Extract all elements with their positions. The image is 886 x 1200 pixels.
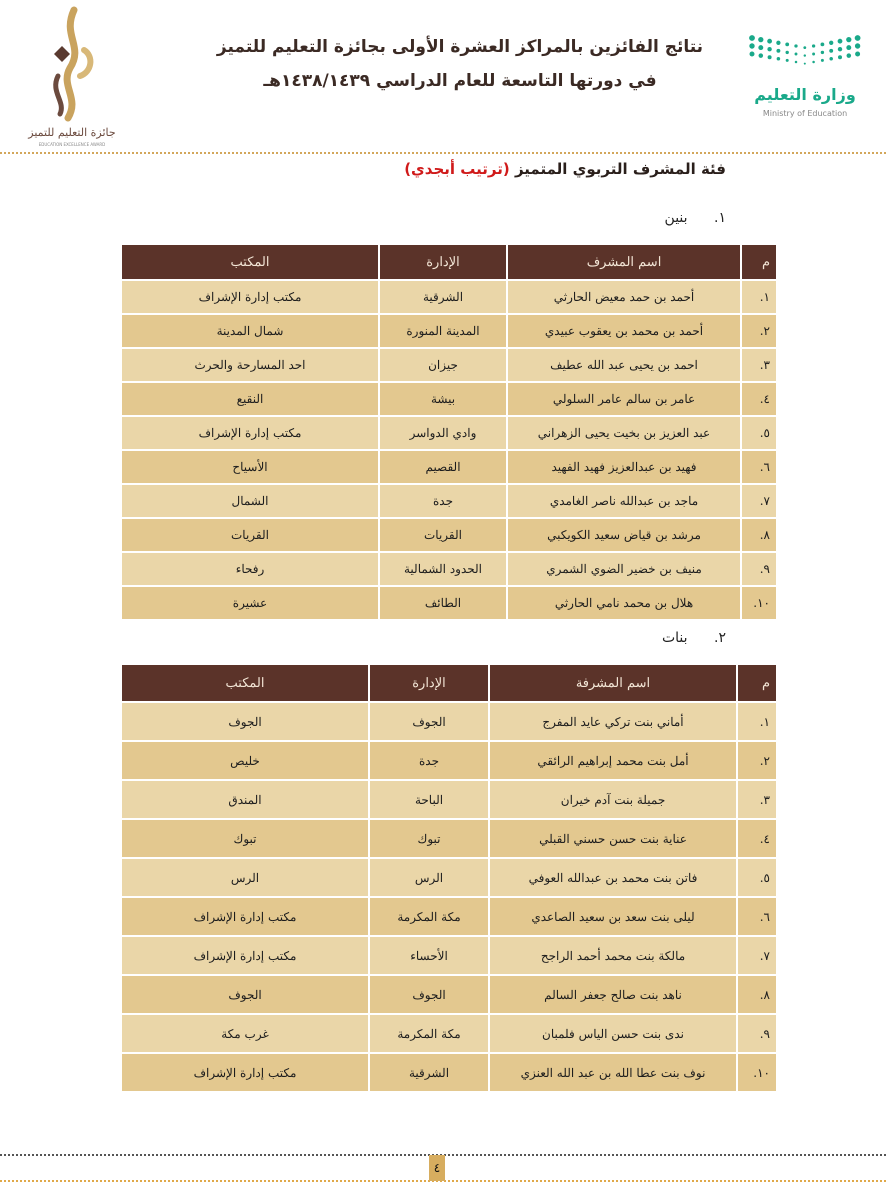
logo-dot — [767, 39, 772, 44]
logo-dot — [795, 61, 798, 64]
row-administration: الشرقية — [369, 1053, 489, 1092]
row-index: ٥. — [741, 416, 777, 450]
row-index: ١٠. — [737, 1053, 777, 1092]
logo-dot — [758, 37, 763, 42]
column-header-name: اسم المشرفة — [489, 664, 737, 702]
logo-dot — [829, 49, 833, 53]
table-row — [121, 382, 777, 416]
ministry-arabic-name: وزارة التعليم — [754, 85, 856, 104]
table-row — [121, 936, 777, 975]
row-name: أحمد بن محمد بن يعقوب عبيدي — [507, 314, 741, 348]
table-row — [121, 780, 777, 819]
logo-dot — [812, 61, 815, 64]
logo-dot — [838, 55, 842, 59]
row-administration: الأحساء — [369, 936, 489, 975]
row-name: ماجد بن عبدالله ناصر الغامدي — [507, 484, 741, 518]
row-office: الشمال — [121, 484, 379, 518]
row-office: شمال المدينة — [121, 314, 379, 348]
logo-dot — [767, 47, 771, 51]
row-office: النقيع — [121, 382, 379, 416]
logo-dot — [812, 53, 815, 56]
logo-dot — [804, 54, 806, 56]
row-office: الجوف — [121, 975, 369, 1014]
title-block — [200, 30, 720, 98]
row-administration: جدة — [379, 484, 507, 518]
logo-dot — [768, 55, 772, 59]
row-index: ٣. — [741, 348, 777, 382]
row-index: ٢. — [737, 741, 777, 780]
logo-dot — [785, 43, 789, 47]
logo-dot — [846, 45, 851, 50]
logo-dot — [795, 53, 798, 56]
logo-dot — [750, 52, 755, 57]
row-index: ٢. — [741, 314, 777, 348]
row-name: مرشد بن قياض سعيد الكويكبي — [507, 518, 741, 552]
row-name: عامر بن سالم عامر السلولي — [507, 382, 741, 416]
row-administration: وادي الدواسر — [379, 416, 507, 450]
row-administration: الطائف — [379, 586, 507, 620]
row-name: ليلى بنت سعد بن سعيد الصاعدي — [489, 897, 737, 936]
subsection-number: ١. — [714, 210, 726, 226]
table-row — [121, 741, 777, 780]
section-title-text: فئة المشرف التربوي المتميز — [514, 160, 726, 178]
row-name: مالكة بنت محمد أحمد الراجح — [489, 936, 737, 975]
row-office: المندق — [121, 780, 369, 819]
row-index: ٨. — [737, 975, 777, 1014]
logo-dot — [846, 37, 851, 42]
column-header-index: م — [741, 244, 777, 280]
boys-table — [120, 243, 778, 621]
table-row — [121, 586, 777, 620]
column-header-office: المكتب — [121, 664, 369, 702]
row-index: ١٠. — [741, 586, 777, 620]
row-administration: مكة المكرمة — [369, 1014, 489, 1053]
table-row — [121, 897, 777, 936]
row-index: ٤. — [737, 819, 777, 858]
logo-dot — [855, 43, 860, 48]
row-administration: جدة — [369, 741, 489, 780]
table-row — [121, 416, 777, 450]
row-index: ٩. — [741, 552, 777, 586]
row-administration: مكة المكرمة — [369, 897, 489, 936]
row-name: احمد بن يحيى عبد الله عطيف — [507, 348, 741, 382]
row-office: مكتب إدارة الإشراف — [121, 1053, 369, 1092]
table-row — [121, 1014, 777, 1053]
row-office: الأسياح — [121, 450, 379, 484]
row-administration: الرس — [369, 858, 489, 897]
logo-dot — [838, 47, 842, 51]
table-row — [121, 518, 777, 552]
subsection-boys — [665, 210, 726, 226]
logo-dot — [786, 51, 789, 54]
section-title-note: (ترتيب أبجدي) — [404, 160, 510, 178]
row-index: ٣. — [737, 780, 777, 819]
row-name: أماني بنت تركي عايد المفرج — [489, 702, 737, 741]
logo-dot — [812, 44, 815, 47]
row-administration: الجوف — [369, 702, 489, 741]
table-row — [121, 348, 777, 382]
column-header-index: م — [737, 664, 777, 702]
logo-dot — [847, 53, 852, 58]
logo-dot — [776, 49, 780, 53]
logo-dot — [794, 44, 797, 47]
row-administration: الجوف — [369, 975, 489, 1014]
row-office: غرب مكة — [121, 1014, 369, 1053]
logo-dot — [776, 41, 780, 45]
row-office: عشيرة — [121, 586, 379, 620]
row-index: ٩. — [737, 1014, 777, 1053]
logo-dot — [758, 45, 763, 50]
page-subtitle: في دورتها التاسعة للعام الدراسي ١٤٣٨/١٤٣٩هـ — [263, 71, 657, 91]
row-name: ندى بنت حسن الياس فلمبان — [489, 1014, 737, 1053]
logo-dot — [829, 57, 833, 61]
row-name: جميلة بنت آدم خيران — [489, 780, 737, 819]
education-excellence-award-logo — [22, 6, 122, 148]
row-office: مكتب إدارة الإشراف — [121, 897, 369, 936]
column-header-office: المكتب — [121, 244, 379, 280]
table-row — [121, 314, 777, 348]
logo-dot — [855, 35, 861, 41]
left-logo-subtext: EDUCATION EXCELLENCE AWARD — [38, 142, 106, 147]
page-title: نتائج الفائزين بالمراكز العشرة الأولى بجائزة التعليم للتميز — [216, 37, 704, 57]
table-row — [121, 484, 777, 518]
row-name: نوف بنت عطا الله بن عبد الله العنزي — [489, 1053, 737, 1092]
row-administration: القصيم — [379, 450, 507, 484]
row-index: ٥. — [737, 858, 777, 897]
row-index: ٤. — [741, 382, 777, 416]
row-office: مكتب إدارة الإشراف — [121, 936, 369, 975]
table-header-row — [121, 244, 777, 280]
row-administration: جيزان — [379, 348, 507, 382]
logo-dot — [829, 41, 833, 45]
row-index: ١. — [737, 702, 777, 741]
logo-dot — [821, 59, 824, 62]
page-number: ٤ — [429, 1155, 445, 1181]
logo-dot — [838, 39, 843, 44]
row-office: مكتب إدارة الإشراف — [121, 416, 379, 450]
column-header-administration: الإدارة — [379, 244, 507, 280]
table-row — [121, 1053, 777, 1092]
row-name: عبد العزيز بن بخيت يحيى الزهراني — [507, 416, 741, 450]
page-header — [0, 0, 886, 150]
subsection-number: ٢. — [714, 630, 726, 646]
logo-dot — [777, 57, 781, 61]
table-row — [121, 819, 777, 858]
logo-dot — [786, 59, 789, 62]
logo-dot — [821, 43, 825, 47]
logo-dot — [804, 63, 806, 65]
header-divider — [0, 152, 886, 154]
row-office: خليص — [121, 741, 369, 780]
logo-dot — [855, 52, 860, 57]
row-administration: القريات — [379, 518, 507, 552]
row-name: أحمد بن حمد معيض الحارثي — [507, 280, 741, 314]
row-office: تبوك — [121, 819, 369, 858]
row-name: عناية بنت حسن حسني القبلي — [489, 819, 737, 858]
logo-dot — [749, 43, 754, 48]
girls-table — [120, 663, 778, 1093]
row-office: الرس — [121, 858, 369, 897]
table-row — [121, 280, 777, 314]
row-name: ناهد بنت صالح جعفر السالم — [489, 975, 737, 1014]
column-header-administration: الإدارة — [369, 664, 489, 702]
row-administration: المدينة المنورة — [379, 314, 507, 348]
ministry-of-education-logo — [740, 30, 870, 125]
row-name: فهيد بن عبدالعزيز فهيد الفهيد — [507, 450, 741, 484]
column-header-name: اسم المشرف — [507, 244, 741, 280]
row-administration: تبوك — [369, 819, 489, 858]
row-administration: الشرقية — [379, 280, 507, 314]
row-office: الجوف — [121, 702, 369, 741]
row-index: ٨. — [741, 518, 777, 552]
row-office: رفحاء — [121, 552, 379, 586]
subsection-label: بنين — [664, 210, 688, 226]
row-name: أمل بنت محمد إبراهيم الرائقي — [489, 741, 737, 780]
row-index: ١. — [741, 280, 777, 314]
row-office: مكتب إدارة الإشراف — [121, 280, 379, 314]
row-administration: الباحة — [369, 780, 489, 819]
logo-dot — [821, 51, 824, 54]
row-index: ٧. — [737, 936, 777, 975]
row-office: احد المسارحة والحرث — [121, 348, 379, 382]
table-row — [121, 975, 777, 1014]
row-name: هلال بن محمد نامي الحارثي — [507, 586, 741, 620]
logo-dot — [759, 53, 764, 58]
logo-dot — [749, 35, 755, 41]
row-administration: الحدود الشمالية — [379, 552, 507, 586]
table-header-row — [121, 664, 777, 702]
row-index: ٧. — [741, 484, 777, 518]
row-name: منيف بن خضير الضوي الشمري — [507, 552, 741, 586]
table-row — [121, 450, 777, 484]
subsection-label: بنات — [661, 630, 688, 646]
row-index: ٦. — [737, 897, 777, 936]
table-row — [121, 552, 777, 586]
table-row — [121, 702, 777, 741]
row-index: ٦. — [741, 450, 777, 484]
left-logo-text: جائزة التعليم للتميز — [28, 126, 116, 139]
row-office: القريات — [121, 518, 379, 552]
row-administration: بيشة — [379, 382, 507, 416]
section-title — [404, 160, 726, 178]
row-name: فاتن بنت محمد بن عبدالله العوفي — [489, 858, 737, 897]
table-row — [121, 858, 777, 897]
ministry-english-name: Ministry of Education — [762, 109, 848, 118]
logo-dot — [803, 46, 806, 49]
subsection-girls — [662, 630, 726, 646]
